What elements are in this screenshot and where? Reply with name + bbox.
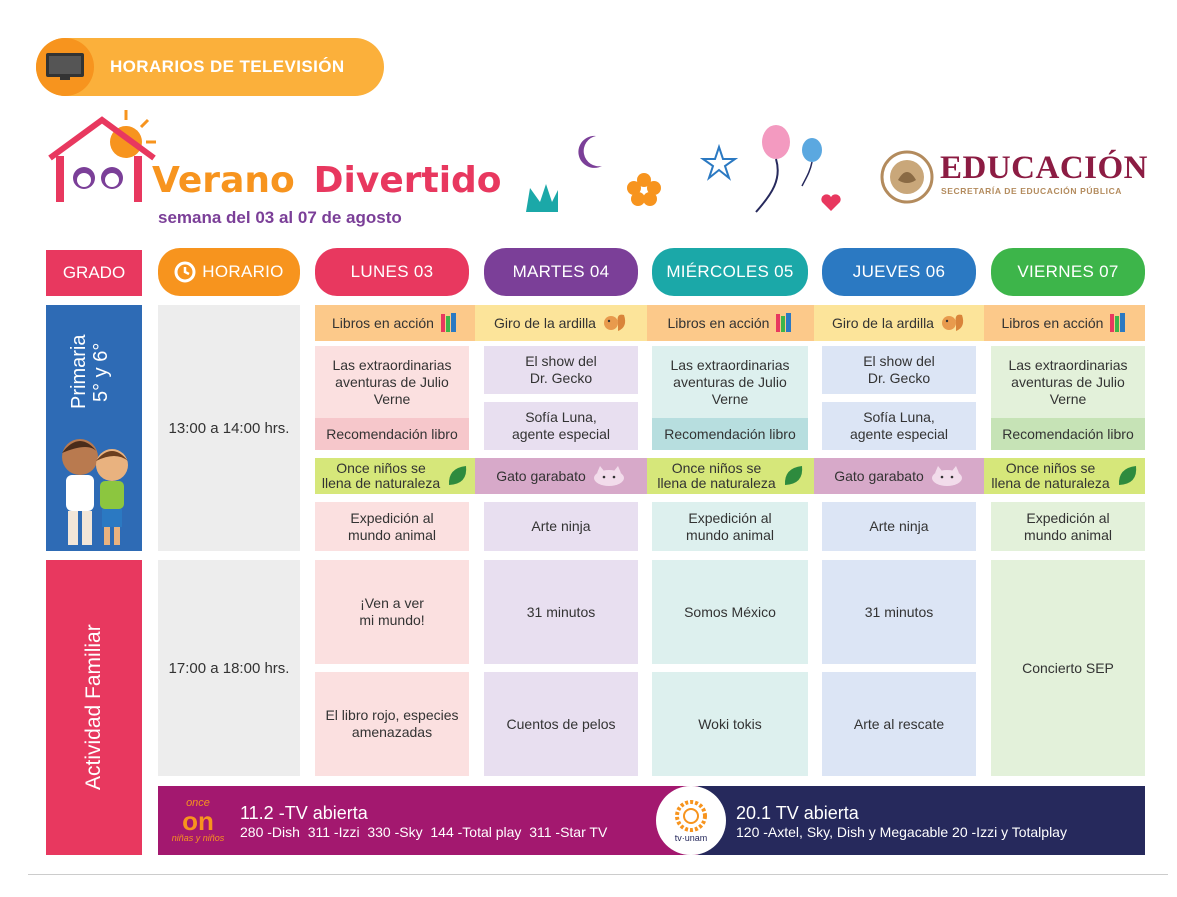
eagle-seal-icon: [880, 150, 934, 204]
balloons-icon: [752, 124, 830, 216]
house-sun-icon: [44, 106, 160, 206]
tv-icon-circle: [36, 38, 94, 96]
program-band-monday-libros: Libros en acción: [315, 305, 475, 341]
bottom-divider: [28, 874, 1168, 875]
heart-icon: [820, 194, 842, 212]
program-band-wednesday-libros: Libros en acción: [647, 305, 814, 341]
primaria-label: Primaria 5° y 6°: [68, 334, 112, 410]
unam-channel-block: [698, 786, 1145, 855]
program-band-tuesday-ardilla: Giro de la ardilla: [475, 305, 647, 341]
program-wednesday-recomendacion: Recomendación libro: [652, 418, 808, 450]
flower-icon: [626, 172, 662, 206]
program-wednesday-woki-tokis: Woki tokis: [652, 672, 808, 776]
program-band-thursday-gato: Gato garabato: [814, 458, 984, 494]
children-illustration-icon: [50, 423, 140, 549]
program-band-thursday-ardilla: Giro de la ardilla: [814, 305, 984, 341]
program-thursday-31-minutos: 31 minutos: [822, 560, 976, 664]
familiar-label-block: [46, 560, 142, 855]
program-band-monday-once-ninos: Once niños se llena de naturaleza: [315, 458, 475, 494]
program-band-tuesday-gato: Gato garabato: [475, 458, 647, 494]
program-band-wednesday-once-ninos: Once niños se llena de naturaleza: [647, 458, 814, 494]
unam-channel-title: 20.1 TV abierta: [736, 803, 859, 823]
familiar-label: Actividad Familiar: [82, 624, 105, 791]
program-monday-expedicion: Expedición al mundo animal: [315, 502, 469, 551]
week-subtitle: semana del 03 al 07 de agosto: [158, 208, 402, 227]
squirrel-icon: [940, 311, 966, 335]
primaria-label-block: [46, 305, 142, 551]
program-thursday-gecko: El show del Dr. Gecko: [822, 346, 976, 394]
program-friday-recomendacion: Recomendación libro: [991, 418, 1145, 450]
sep-title: EDUCACIÓN: [940, 150, 1149, 186]
program-wednesday-expedicion: Expedición al mundo animal: [652, 502, 808, 551]
schedule-badge: [36, 38, 384, 96]
once-channel-detail: 280 -Dish 311 -Izzi 330 -Sky 144 -Total play 311 -Star TV: [240, 824, 608, 840]
program-monday-ven-a-ver: ¡Ven a ver mi mundo!: [315, 560, 469, 664]
day-header-tuesday: MARTES 04: [484, 248, 638, 296]
program-thursday-sofia: Sofía Luna, agente especial: [822, 402, 976, 450]
leaf-icon: [1116, 464, 1138, 488]
day-header-wednesday: MIÉRCOLES 05: [652, 248, 808, 296]
moon-icon: [572, 132, 608, 172]
star-icon: [700, 144, 738, 182]
program-band-friday-libros: Libros en acción: [984, 305, 1145, 341]
once-logo: once on niñas y niños: [171, 796, 225, 843]
program-friday-julio-verne: Las extraordinarias aventuras de Julio Verne: [991, 346, 1145, 418]
day-header-thursday: JUEVES 06: [822, 248, 976, 296]
program-thursday-arte-rescate: Arte al rescate: [822, 672, 976, 776]
main-title: [152, 160, 502, 201]
horario-header: [158, 248, 300, 296]
title-word-divertido: Divertido: [313, 160, 502, 201]
day-header-monday: LUNES 03: [315, 248, 469, 296]
primaria-time: 13:00 a 14:00 hrs.: [158, 305, 300, 551]
unam-channel-detail: 120 -Axtel, Sky, Dish y Megacable 20 -Izzi y Totalplay: [736, 824, 1067, 840]
cat-icon: [592, 465, 626, 487]
program-tuesday-gecko: El show del Dr. Gecko: [484, 346, 638, 394]
cat-icon: [930, 465, 964, 487]
program-tuesday-cuentos-pelos: Cuentos de pelos: [484, 672, 638, 776]
once-channel-title: 11.2 -TV abierta: [240, 803, 368, 823]
program-friday-concierto-sep: Concierto SEP: [991, 560, 1145, 776]
tv-icon: [45, 52, 85, 82]
program-tuesday-31-minutos: 31 minutos: [484, 560, 638, 664]
horario-label: HORARIO: [202, 262, 284, 281]
program-tuesday-arte-ninja: Arte ninja: [484, 502, 638, 551]
clock-icon: [174, 261, 196, 283]
program-wednesday-somos-mexico: Somos México: [652, 560, 808, 664]
grado-header: GRADO: [46, 250, 142, 296]
program-thursday-arte-ninja: Arte ninja: [822, 502, 976, 551]
leaf-icon: [446, 464, 468, 488]
unam-sun-icon: [674, 799, 708, 833]
program-tuesday-sofia: Sofía Luna, agente especial: [484, 402, 638, 450]
books-icon: [440, 312, 458, 334]
program-band-friday-once-ninos: Once niños se llena de naturaleza: [984, 458, 1145, 494]
channel-footer: [158, 786, 1145, 855]
once-channel-block: [158, 786, 698, 855]
day-header-friday: VIERNES 07: [991, 248, 1145, 296]
leaf-icon: [782, 464, 804, 488]
books-icon: [1109, 312, 1127, 334]
sep-subtitle: SECRETARÍA DE EDUCACIÓN PÚBLICA: [941, 186, 1123, 196]
program-monday-recomendacion: Recomendación libro: [315, 418, 469, 450]
title-word-verano: Verano: [152, 160, 295, 201]
program-friday-expedicion: Expedición al mundo animal: [991, 502, 1145, 551]
familiar-time: 17:00 a 18:00 hrs.: [158, 560, 300, 776]
crown-icon: [522, 178, 562, 218]
squirrel-icon: [602, 311, 628, 335]
program-monday-julio-verne: Las extraordinarias aventuras de Julio Verne: [315, 346, 469, 418]
program-monday-libro-rojo: El libro rojo, especies amenazadas: [315, 672, 469, 776]
program-wednesday-julio-verne: Las extraordinarias aventuras de Julio Verne: [652, 346, 808, 418]
badge-label: HORARIOS DE TELEVISIÓN: [110, 57, 345, 76]
unam-logo: tv·unam: [656, 786, 726, 855]
books-icon: [775, 312, 793, 334]
